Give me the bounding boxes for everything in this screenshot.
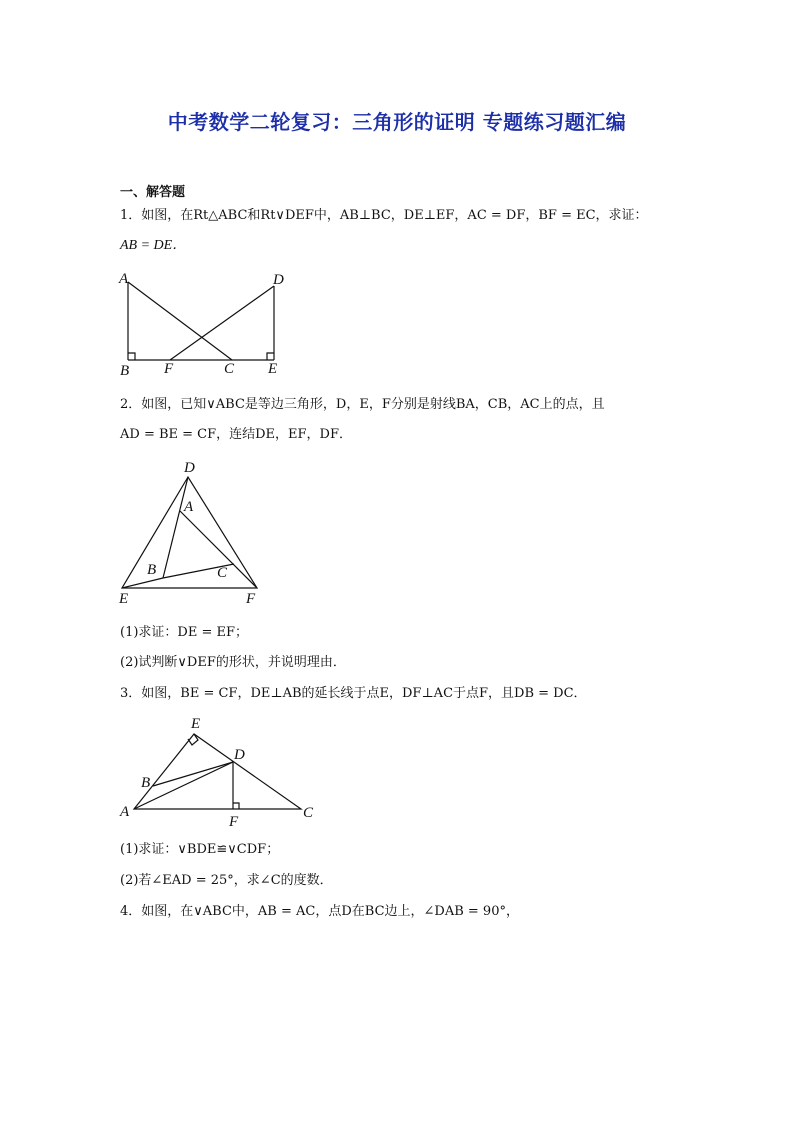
q3-label-c: C	[303, 805, 314, 821]
q2-label-f: F	[246, 591, 256, 606]
q1-label-e: E	[268, 361, 278, 377]
q1-label-c: C	[224, 361, 235, 377]
q2-statement-cont: AD = BE = CF，连结DE，EF，DF．	[120, 427, 353, 442]
q2-sub-question-1: (1)求证：DE = EF；	[120, 625, 248, 640]
q2-label-d: D	[184, 460, 195, 476]
q1-label-b: B	[120, 363, 130, 378]
q1-segment-ac	[128, 282, 232, 360]
q1-label-d: D	[273, 272, 284, 288]
q3-label-e: E	[191, 716, 201, 732]
q2-statement: 2．如图，已知∨ABC是等边三角形，D，E，F分别是射线BA，CB，AC上的点，且	[120, 397, 605, 412]
q2-sub-question-2: (2)试判断∨DEF的形状，并说明理由．	[120, 655, 346, 670]
q2-label-e: E	[119, 591, 129, 606]
q3-label-a: A	[120, 804, 130, 820]
q3-right-angle-f	[233, 803, 239, 809]
q4-statement: 4．如图，在∨ABC中，AB = AC，点D在BC边上，∠DAB = 90°，	[120, 904, 519, 919]
q2-figure	[110, 456, 280, 606]
q1-figure	[110, 266, 310, 378]
q1-statement-cont: AB = DE．	[120, 238, 187, 253]
q3-statement: 3．如图，BE = CF，DE⊥AB的延长线于点E，DF⊥AC于点F，且DB = DC．	[120, 686, 587, 701]
q1-right-angle-b	[128, 353, 135, 360]
q3-sub-question-1: (1)求证：∨BDE≌∨CDF；	[120, 842, 280, 857]
q2-triangle-def	[122, 477, 257, 588]
q3-label-d: D	[234, 747, 245, 763]
q3-segment-bd	[153, 762, 233, 786]
q3-figure	[115, 712, 325, 830]
q1-statement: 1．如图，在Rt△ABC和Rt∨DEF中，AB⊥BC，DE⊥EF，AC = DF，BF = EC，求证：	[120, 208, 648, 223]
q2-label-c: C	[217, 565, 228, 581]
q1-label-a: A	[119, 271, 129, 287]
q2-label-a: A	[184, 499, 194, 515]
q1-right-angle-e	[267, 353, 274, 360]
q3-label-b: B	[141, 775, 151, 791]
q3-sub-question-2: (2)若∠EAD = 25°，求∠C的度数．	[120, 873, 333, 888]
q2-label-b: B	[147, 562, 157, 578]
q3-label-f: F	[229, 814, 239, 830]
q2-ray-cb	[122, 578, 163, 588]
q1-label-f: F	[164, 361, 174, 377]
q1-segment-df	[170, 286, 274, 360]
page-title: 中考数学二轮复习：三角形的证明 专题练习题汇编	[167, 110, 627, 134]
q2-ray-ba	[163, 477, 188, 578]
section-heading: 一、解答题	[120, 185, 186, 200]
